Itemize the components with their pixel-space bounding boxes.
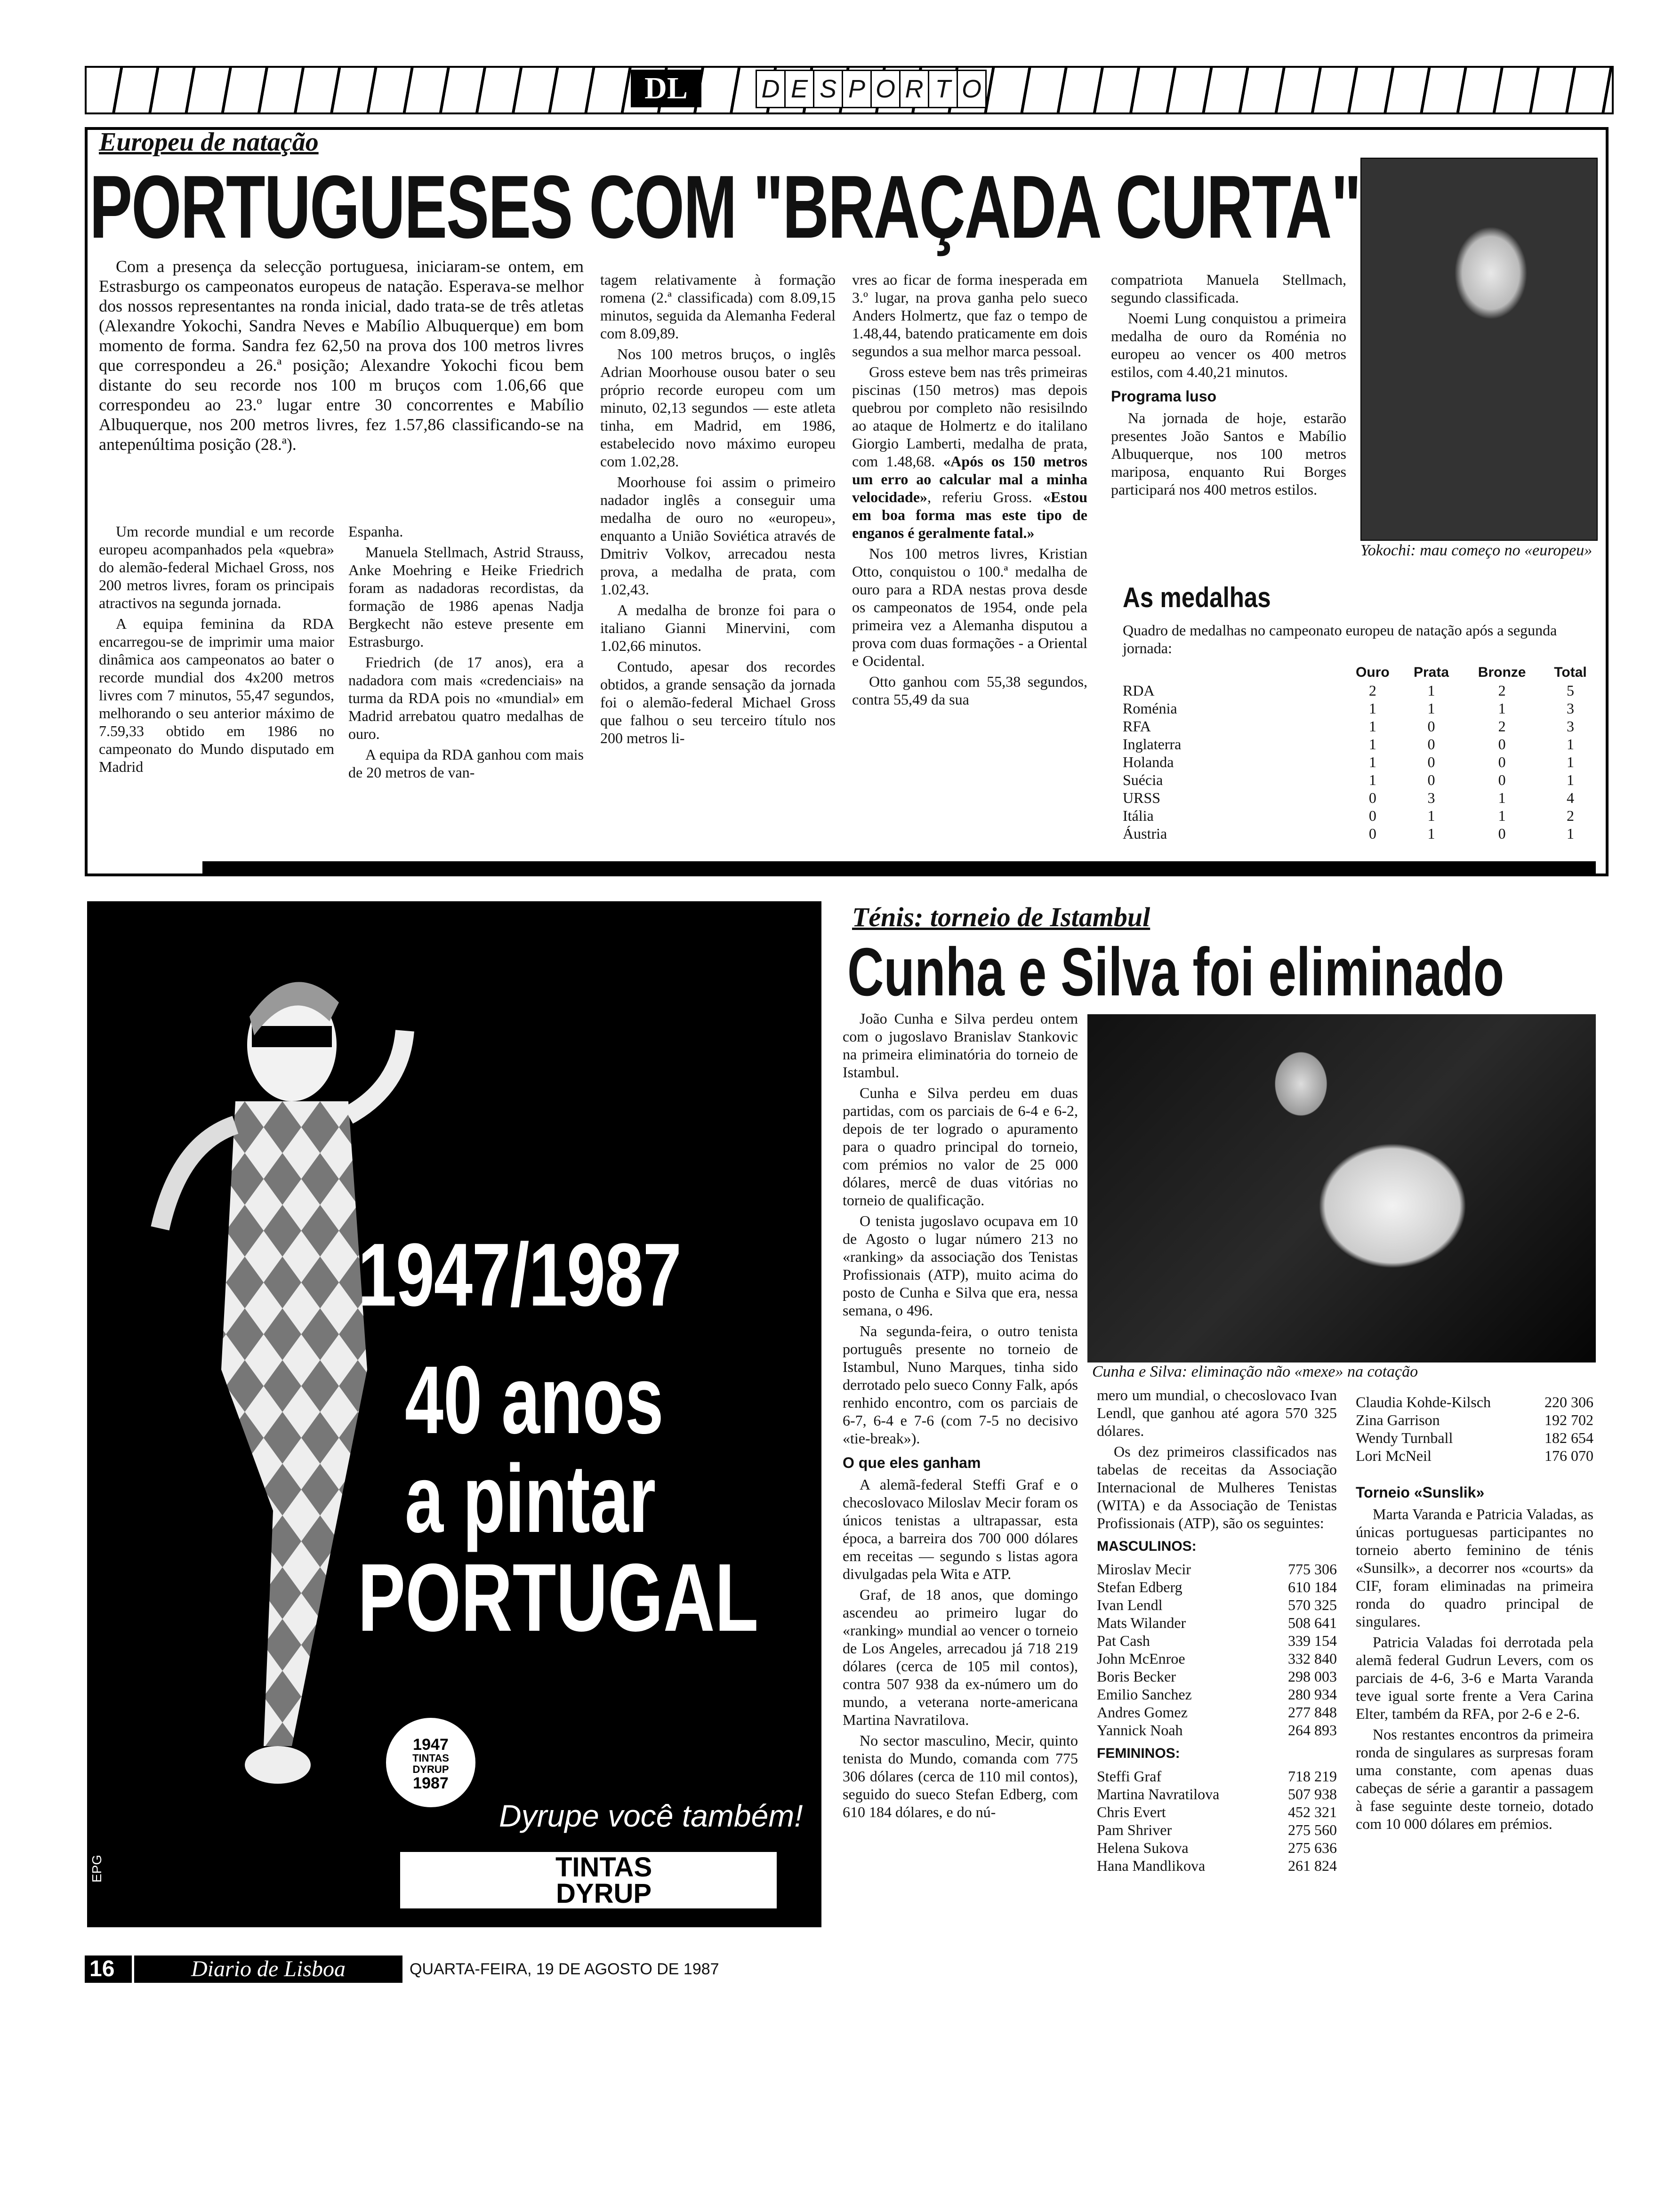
table-header-row	[1123, 664, 1598, 681]
newspaper-logo: DL	[631, 70, 701, 107]
list-item	[1356, 1411, 1593, 1429]
silver: 0	[1427, 771, 1435, 788]
earnings: 298 003	[1288, 1668, 1337, 1685]
table-row	[1123, 717, 1598, 735]
tennis-column-3	[1356, 1393, 1593, 1972]
section-letter: S	[813, 70, 843, 108]
bronze: 0	[1498, 736, 1506, 753]
yokochi-photo	[1360, 158, 1598, 541]
tennis-column-2	[1097, 1386, 1337, 1970]
paragraph: Nos 100 metros bruços, o inglês Adrian Moorhouse ousou bater o seu próprio recorde europeu com um minuto, 02,13 segundos — este atleta tinha, em Madrid, em 1986, estabelecido novo máximo europeu com 1.02,28.	[600, 345, 836, 470]
earnings: 220 306	[1544, 1394, 1593, 1411]
player-name: Ivan Lendl	[1097, 1596, 1163, 1613]
paragraph: Contudo, apesar dos recordes obtidos, a grande sensação da jornada foi o alemão-federal Michael Gross que falhou o seu terceiro título nos 200 metros li-	[600, 658, 836, 746]
player-name: Boris Becker	[1097, 1668, 1176, 1685]
quote: «Estou em boa forma mas este tipo de enganos é geralmente fatal.»	[852, 489, 1087, 541]
badge-brand: TINTAS DYRUP	[412, 1752, 449, 1775]
bronze: 1	[1498, 700, 1506, 717]
paragraph	[852, 363, 1087, 542]
table-row	[1123, 789, 1598, 807]
list-item	[1097, 1821, 1337, 1839]
total: 3	[1567, 700, 1574, 717]
paragraph: Os dez primeiros classificados nas tabelas de receitas da Associação Internacional de Mulheres Tenistas (WITA) e da Associação de Tenistas Profissionais (ATP), são os seguintes:	[1097, 1443, 1337, 1531]
gold: 0	[1368, 807, 1376, 824]
bronze: 0	[1498, 753, 1506, 770]
earnings: 280 934	[1288, 1686, 1337, 1703]
country: Itália	[1123, 807, 1154, 824]
paragraph: Otto ganhou com 55,38 segundos, contra 55,49 da sua	[852, 673, 1087, 708]
country: Inglaterra	[1123, 736, 1182, 753]
table-row	[1123, 771, 1598, 789]
table-row	[1123, 753, 1598, 771]
paragraph: Na jornada de hoje, estarão presentes João Santos e Mabílio Albuquerque, nos 100 metros mariposa, enquanto Rui Borges participará nos 400 metros estilos.	[1111, 409, 1346, 498]
earnings: 192 702	[1544, 1411, 1593, 1428]
earnings: 507 938	[1288, 1786, 1337, 1803]
earnings: 261 824	[1288, 1857, 1337, 1874]
list-item	[1097, 1785, 1337, 1803]
bronze: 1	[1498, 789, 1506, 806]
swim-lead	[99, 256, 584, 513]
table-row	[1123, 681, 1598, 699]
earnings: 452 321	[1288, 1803, 1337, 1820]
table-row	[1123, 699, 1598, 717]
paragraph: No sector masculino, Mecir, quinto tenista do Mundo, comanda com 775 306 dólares (cerca de 110 mil contos), seguido do sueco Stefan Edberg, com 610 184 dólares, e do nú-	[843, 1732, 1078, 1820]
country: RDA	[1123, 682, 1155, 699]
paragraph: Friedrich (de 17 anos), era a nadadora com mais «credenciais» na turma da RDA pois no «mundial» em Madrid arrebatou quatro medalhas de ouro.	[348, 654, 584, 742]
total: 1	[1567, 753, 1574, 770]
player-name: Miroslav Mecir	[1097, 1561, 1191, 1578]
bronze: 0	[1498, 825, 1506, 842]
issue-date: QUARTA-FEIRA, 19 DE AGOSTO DE 1987	[410, 1960, 719, 1978]
player-name: Hana Mandlikova	[1097, 1857, 1206, 1874]
earnings: 275 636	[1288, 1839, 1337, 1856]
gold: 1	[1368, 736, 1376, 753]
gold: 1	[1368, 700, 1376, 717]
silver: 1	[1427, 825, 1435, 842]
earnings-list-men	[1097, 1560, 1337, 1739]
silver: 1	[1427, 700, 1435, 717]
badge-year: 1947	[413, 1736, 449, 1754]
tennis-headline: Cunha e Silva foi eliminado	[847, 934, 1504, 1010]
section-letter: E	[784, 70, 814, 108]
total: 1	[1567, 825, 1574, 842]
ad-years: 1947/1987	[358, 1225, 681, 1325]
list-item	[1356, 1429, 1593, 1447]
player-name: Mats Wilander	[1097, 1614, 1186, 1631]
silver: 1	[1427, 807, 1435, 824]
total: 2	[1567, 807, 1574, 824]
swim-column-2	[348, 522, 584, 852]
country: Áustria	[1123, 825, 1167, 842]
paragraph: João Cunha e Silva perdeu ontem com o jugoslavo Branislav Stankovic na primeira eliminatória do torneio de Istambul.	[843, 1010, 1078, 1081]
badge-text	[395, 1737, 466, 1791]
gold: 1	[1368, 718, 1376, 735]
page-number: 16	[85, 1956, 132, 1983]
subheading: O que eles ganham	[843, 1454, 981, 1471]
earnings: 339 154	[1288, 1632, 1337, 1649]
player-name: Steffi Graf	[1097, 1768, 1162, 1785]
quote: «Após os 150 metros um erro ao calcular mal a minha velocidade»	[852, 453, 1087, 505]
total: 1	[1567, 736, 1574, 753]
list-heading: MASCULINOS:	[1097, 1539, 1197, 1554]
paragraph: Graf, de 18 anos, que domingo ascendeu ao primeiro lugar do «ranking» mundial ao vencer o torneio de Los Angeles, arrecadou já 718 219 dólares (cerca de 105 mil contos), contra 507 938 da ex-número um do mundo, a veterana norte-americana Martina Navratilova.	[843, 1586, 1078, 1728]
earnings: 508 641	[1288, 1614, 1337, 1631]
earnings: 332 840	[1288, 1650, 1337, 1667]
cunha-e-silva-photo	[1087, 1014, 1596, 1362]
paragraph: Nos 100 metros livres, Kristian Otto, conquistou o 100.ª medalha de ouro para a RDA nestas prova desde os campeonatos de 1954, onde pela primeira vez a Alemanha disputou a prova com duas formações - a Oriental e Ocidental.	[852, 545, 1087, 669]
list-heading: FEMININOS:	[1097, 1746, 1180, 1761]
gold: 1	[1368, 753, 1376, 770]
paragraph: Patricia Valadas foi derrotada pela alemã federal Gudrun Levers, com os parciais de 4-6, 3-6 e Marta Varanda teve igual sorte frente a Vera Carina Elter, também da RFA, por 2-6 e 2-6.	[1356, 1634, 1593, 1722]
silver: 3	[1427, 789, 1435, 806]
silver: 0	[1427, 718, 1435, 735]
player-name: Pat Cash	[1097, 1632, 1150, 1649]
harlequin-figure-illustration	[151, 946, 414, 1807]
swim-lead-paragraph: Com a presença da selecção portuguesa, iniciaram-se ontem, em Estrasburgo os campeonatos europeus de natação. Esperava-se melhor dos nossos representantes na ronda inicial, dado trata-se de três atletas (Alexandre Yokochi, Sandra Neves e Mabílio Albuquerque) em bom momento de forma. Sandra fez 62,50 na prova dos 100 metros livres que correspondeu a 26.ª posição; Alexandre Yokochi ficou bem distante do seu recorde nos 100 m bruços com 1.06,66 que correspondeu ao 23.º lugar entre 30 concorrentes e Mabílio Albuquerque, nos 200 metros livres, fez 1.57,86 classificando-se na antepenúltima posição (28.ª).	[99, 257, 584, 454]
column-header: Bronze	[1478, 665, 1526, 680]
country: URSS	[1123, 789, 1161, 806]
earnings: 718 219	[1288, 1768, 1337, 1785]
divider-bar	[202, 861, 1596, 875]
list-item	[1097, 1721, 1337, 1739]
earnings-list-women	[1097, 1767, 1337, 1875]
paragraph: A equipa feminina da RDA encarregou-se de imprimir uma maior dinâmica aos campeonatos ao bater o recorde mundial dos 4x200 metros livres com 7 minutos, 55,47 segundos, melhorando o seu anterior máximo de 7.59,33 obtido em 1986 no campeonato do Mundo disputado em Madrid	[99, 615, 334, 775]
paragraph: Nos restantes encontros da primeira ronda de singulares as surpresas foram uma constante, com apenas duas cabeças de série a garantir a passagem à fase seguinte deste torneio, dotado com 10 000 dólares em prémios.	[1356, 1726, 1593, 1832]
ad-headline-line: PORTUGAL	[358, 1544, 759, 1651]
list-item	[1097, 1578, 1337, 1596]
player-name: Pam Shriver	[1097, 1821, 1172, 1838]
earnings: 610 184	[1288, 1579, 1337, 1595]
player-name: Wendy Turnball	[1356, 1429, 1453, 1446]
list-item	[1097, 1803, 1337, 1821]
agency-code: EPG	[89, 1854, 104, 1883]
section-letter: O	[957, 70, 987, 108]
player-name: Lori McNeil	[1356, 1447, 1432, 1464]
column-header: Total	[1554, 665, 1587, 680]
list-item	[1097, 1857, 1337, 1875]
player-name: Martina Navratilova	[1097, 1786, 1220, 1803]
paragraph: mero um mundial, o checoslovaco Ivan Lendl, que ganhou até agora 570 325 dólares.	[1097, 1387, 1337, 1439]
paragraph: Um recorde mundial e um recorde europeu acompanhados pela «quebra» do alemão-federal Michael Gross, nos 200 metros livres, foram os principais atractivos na segunda jornada.	[99, 523, 334, 611]
list-item	[1097, 1839, 1337, 1857]
player-name: Andres Gomez	[1097, 1704, 1188, 1721]
section-letter: R	[899, 70, 929, 108]
medals-intro: Quadro de medalhas no campeonato europeu de natação após a segunda jornada:	[1123, 622, 1557, 657]
section-letter: T	[928, 70, 958, 108]
list-item	[1097, 1767, 1337, 1785]
player-name: Claudia Kohde-Kilsch	[1356, 1394, 1491, 1411]
country: Roménia	[1123, 700, 1177, 717]
list-item	[1356, 1393, 1593, 1411]
tennis-kicker: Ténis: torneio de Istambul	[852, 902, 1150, 932]
list-item	[1097, 1703, 1337, 1721]
brand-line: DYRUP	[556, 1878, 652, 1909]
silver: 0	[1427, 753, 1435, 770]
swim-kicker: Europeu de natação	[99, 128, 319, 157]
earnings: 275 560	[1288, 1821, 1337, 1838]
total: 3	[1567, 718, 1574, 735]
silver: 1	[1427, 682, 1435, 699]
paragraph: Marta Varanda e Patricia Valadas, as únicas portuguesas participantes no torneio aberto feminino de ténis «Sunsilk», a decorrer nos «courts» da CIF, foram eliminadas na primeira ronda do quadro principal de singulares.	[1356, 1506, 1593, 1630]
table-row	[1123, 807, 1598, 825]
ad-headline-line: 40 anos	[405, 1346, 664, 1454]
silver: 0	[1427, 736, 1435, 753]
gold: 0	[1368, 789, 1376, 806]
earnings-list-women-continued	[1356, 1393, 1593, 1465]
bronze: 0	[1498, 771, 1506, 788]
column-header: Ouro	[1356, 665, 1390, 680]
badge-year: 1987	[413, 1774, 449, 1792]
earnings: 775 306	[1288, 1561, 1337, 1578]
column-header: Prata	[1413, 665, 1449, 680]
brand-logo	[555, 1854, 652, 1907]
photo-caption: Yokochi: mau começo no «europeu»	[1360, 542, 1593, 559]
paragraph: vres ao ficar de forma inesperada em 3.º lugar, na prova ganha pelo sueco Anders Holmertz, que faz o tempo de 1.48,44, batendo praticamente em dois segundos a sua melhor marca pessoal.	[852, 271, 1087, 360]
gold: 1	[1368, 771, 1376, 788]
swim-headline: PORTUGUESES COM "BRAÇADA CURTA"	[89, 157, 1360, 257]
section-letter: O	[870, 70, 901, 108]
gold: 0	[1368, 825, 1376, 842]
paragraph: compatriota Manuela Stellmach, segundo classificada.	[1111, 271, 1346, 306]
medals-table	[1123, 664, 1598, 842]
list-item	[1097, 1650, 1337, 1667]
swim-column-4	[852, 271, 1087, 852]
ad-headline-line: a pintar	[405, 1445, 656, 1553]
paragraph: Manuela Stellmach, Astrid Strauss, Anke Moehring e Heike Friedrich foram as nadadoras recordistas, da formação de 1986 apenas Nadja Bergkecht não esteve presente em Estrasburgo.	[348, 544, 584, 650]
paragraph: A alemã-federal Steffi Graf e o checoslovaco Miloslav Mecir foram os únicos tenistas a ultrapassar, esta época, a barreira dos 700 000 dólares em receitas — segundo s listas agora divulgadas pela Wita e ATP.	[843, 1476, 1078, 1582]
swim-column-5	[1111, 271, 1346, 577]
section-letter: P	[842, 70, 872, 108]
ad-slogan: Dyrupe você também!	[499, 1798, 803, 1833]
subheading: Torneio «Sunslik»	[1356, 1484, 1485, 1501]
subheading: Programa luso	[1111, 388, 1217, 405]
country: Suécia	[1123, 771, 1163, 788]
list-item	[1097, 1560, 1337, 1578]
paragraph: tagem relativamente à formação romena (2.ª classificada) com 8.09,15 minutos, seguida da Alemanha Federal com 8.09,89.	[600, 271, 836, 342]
player-name: Yannick Noah	[1097, 1722, 1183, 1739]
text: Gross esteve bem nas três primeiras piscinas (150 metros) mas depois quebrou por completo não resisilndo ao ataque de Holmertz e do italilano Giorgio Lamberti, medalha de prata, com 1.48,68.	[852, 363, 1087, 470]
earnings: 277 848	[1288, 1704, 1337, 1721]
paragraph: Na segunda-feira, o outro tenista português presente no torneio de Istambul, Nuno Marques, tinha sido derrotado pelo sueco Conny Falk, após renhido encontro, com os parciais de 6-7, 6-4 e 7-6 (com 7-5 no decisivo «tie-break»).	[843, 1322, 1078, 1447]
section-letter: D	[756, 70, 786, 108]
swim-column-3	[600, 271, 836, 852]
list-item	[1097, 1596, 1337, 1614]
earnings: 570 325	[1288, 1596, 1337, 1613]
medals-title: As medalhas	[1123, 582, 1271, 613]
player-name: Zina Garrison	[1356, 1411, 1440, 1428]
player-name: Helena Sukova	[1097, 1839, 1189, 1856]
tennis-column-1	[843, 1010, 1078, 1965]
paragraph: Espanha.	[348, 523, 403, 540]
total: 4	[1567, 789, 1574, 806]
player-name: John McEnroe	[1097, 1650, 1185, 1667]
earnings: 182 654	[1544, 1429, 1593, 1446]
paragraph: Noemi Lung conquistou a primeira medalha de ouro da Roménia no europeu ao vencer os 400 metros estilos, com 4.40,21 minutos.	[1111, 310, 1346, 380]
paragraph: A medalha de bronze foi para o italiano Gianni Minervini, com 1.02,66 minutos.	[600, 601, 836, 654]
table-row	[1123, 825, 1598, 842]
list-item	[1097, 1667, 1337, 1685]
table-row	[1123, 735, 1598, 753]
total: 1	[1567, 771, 1574, 788]
bronze: 1	[1498, 807, 1506, 824]
paragraph: Moorhouse foi assim o primeiro nadador inglês a conseguir uma medalha de ouro no «europeu», enquanto a União Soviética através de Dmitriv Volkov, arrecadou nesta prova, a medalha de prata, com 1.02,43.	[600, 473, 836, 598]
text: , referiu Gross.	[927, 489, 1043, 505]
list-item	[1097, 1614, 1337, 1632]
player-name: Chris Evert	[1097, 1803, 1166, 1820]
bronze: 2	[1498, 682, 1506, 699]
newspaper-name: Diario de Lisboa	[134, 1956, 402, 1983]
earnings: 264 893	[1288, 1722, 1337, 1739]
brand-line: TINTAS	[555, 1852, 652, 1883]
list-item	[1097, 1632, 1337, 1650]
country: RFA	[1123, 718, 1151, 735]
total: 5	[1567, 682, 1574, 699]
gold: 2	[1368, 682, 1376, 699]
player-name: Stefan Edberg	[1097, 1579, 1182, 1595]
country: Holanda	[1123, 753, 1174, 770]
paragraph: Cunha e Silva perdeu em duas partidas, com os parciais de 6-4 e 6-2, depois de ter logrado o apuramento para o quadro principal do torneio, com prémios no valor de 25 000 dólares, mercê de duas vitórias no torneio de qualificação.	[843, 1084, 1078, 1209]
paragraph: O tenista jugoslavo ocupava em 10 de Agosto o lugar número 213 no «ranking» da associação dos Tenistas Profissionais (ATP), muito acima do posto de Cunha e Silva que era, nessa semana, o 496.	[843, 1212, 1078, 1319]
section-title	[756, 70, 985, 107]
list-item	[1097, 1685, 1337, 1703]
photo-caption: Cunha e Silva: eliminação não «mexe» na cotação	[1092, 1363, 1418, 1380]
player-name: Emilio Sanchez	[1097, 1686, 1192, 1703]
swim-column-1	[99, 522, 334, 852]
earnings: 176 070	[1544, 1447, 1593, 1464]
paragraph: A equipa da RDA ganhou com mais de 20 metros de van-	[348, 746, 584, 781]
list-item	[1356, 1447, 1593, 1465]
bronze: 2	[1498, 718, 1506, 735]
